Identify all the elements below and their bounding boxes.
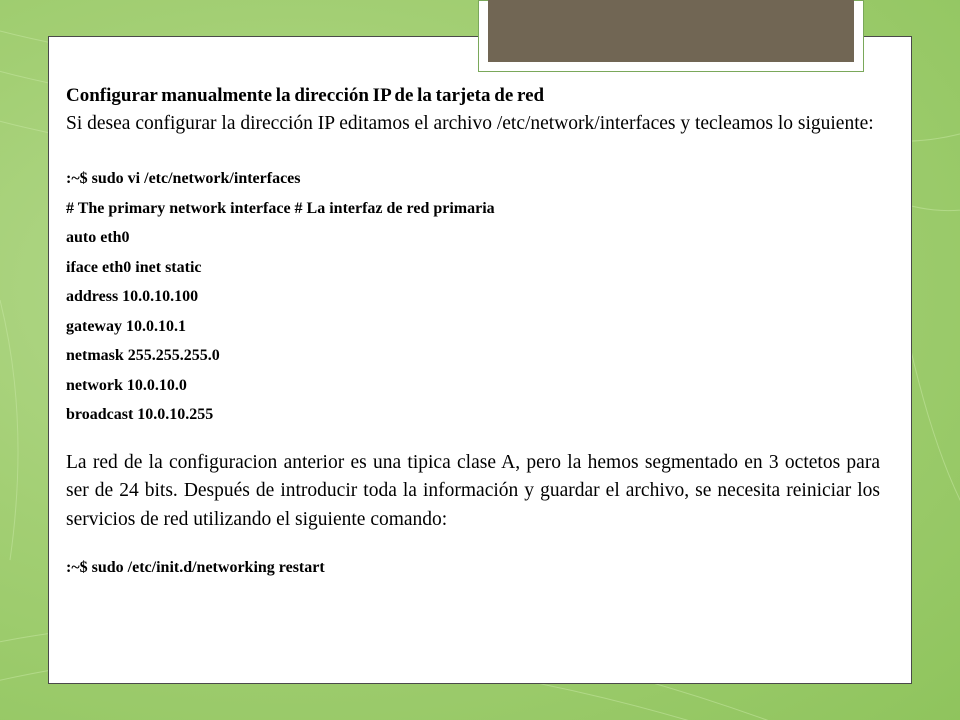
config-line: # The primary network interface # La interfaz de red primaria xyxy=(66,199,495,217)
slide-title: Configurar manualmente la dirección IP de la tarjeta de red xyxy=(66,85,545,106)
config-line: network 10.0.10.0 xyxy=(66,376,187,394)
explanation-paragraph: La red de la configuracion anterior es una tipica clase A, pero la hemos segmentado en 3 octetos para ser de 24 bits. Después de introducir toda la información y guardar el archivo, se necesita reiniciar los servicios de red utilizando el siguiente comando: xyxy=(66,451,880,530)
config-line: iface eth0 inet static xyxy=(66,258,202,276)
config-line: broadcast 10.0.10.255 xyxy=(66,406,214,423)
restart-command: :~$ sudo /etc/init.d/networking restart xyxy=(66,558,325,576)
config-code-block xyxy=(66,164,880,430)
decorative-block xyxy=(488,0,854,62)
config-line: address 10.0.10.100 xyxy=(66,288,199,305)
slide-content xyxy=(66,82,880,582)
config-line: :~$ sudo vi /etc/network/interfaces xyxy=(66,170,301,187)
config-line: auto eth0 xyxy=(66,229,130,246)
config-line: gateway 10.0.10.1 xyxy=(66,317,186,335)
config-line: netmask 255.255.255.0 xyxy=(66,347,220,364)
intro-paragraph: Si desea configurar la dirección IP editamos el archivo /etc/network/interfaces y tecleamos lo siguiente: xyxy=(66,113,874,134)
